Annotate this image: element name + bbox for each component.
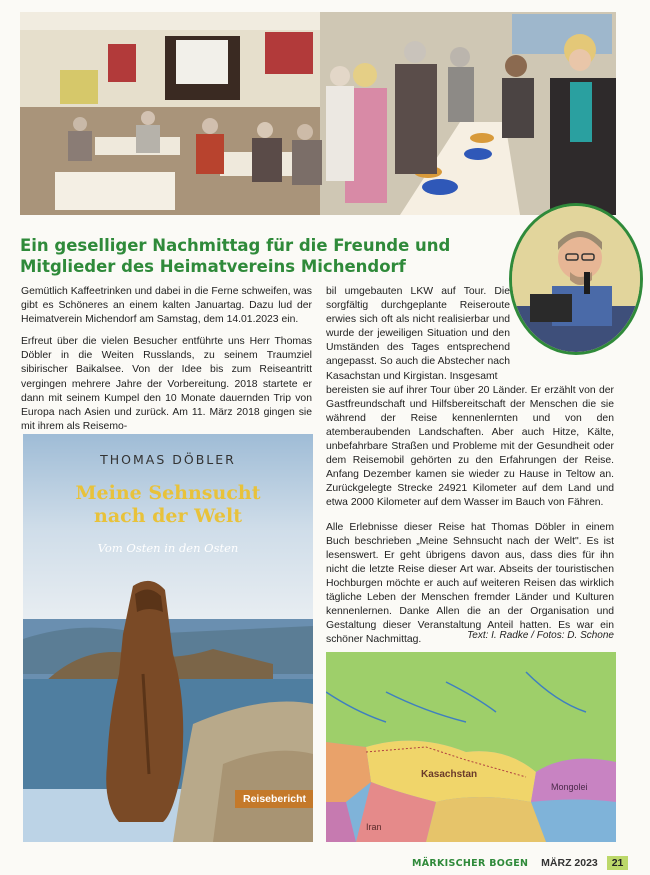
event-photo — [20, 12, 616, 215]
article-column-2 — [326, 285, 614, 655]
map-label-iran: Iran — [366, 822, 382, 832]
book-subtitle: Vom Osten in den Osten — [97, 541, 239, 555]
article-paragraph-wrap: bil umgebauten LKW auf Tour. Die sorgfältig durchgeplante Reiseroute erwies sich oft als nicht realisierbar und wurde der jeweiligen Situation und den Umständen des Tages entsprechend angepasst. So auch die Abstecher nach Kasachstan und Kirgistan. Insgesamt — [326, 286, 510, 382]
map-label-kazakhstan: Kasachstan — [421, 769, 478, 780]
book-genre-badge: Reisebericht — [235, 790, 313, 808]
photo-credit: Text: I. Radke / Fotos: D. Schone — [467, 630, 614, 641]
travel-map — [326, 652, 616, 842]
issue-date: MÄRZ 2023 — [541, 857, 598, 869]
page-footer — [412, 856, 628, 870]
article-column-1 — [21, 285, 312, 442]
book-title-line: Meine Sehnsucht — [75, 482, 261, 504]
map-label-mongolia: Mongolei — [551, 782, 588, 792]
article-paragraph: Gemütlich Kaffeetrinken und dabei in die Ferne schweifen, was gibt es Schöneres an einem kalten Januartag. Dazu lud der Heimatverein Michendorf am Samstag, dem 14.01.2023 ein. — [21, 286, 312, 326]
book-title — [23, 482, 313, 528]
article-headline: Ein geselliger Nachmittag für die Freunde und Mitglieder des Heimatvereins Michendorf — [20, 236, 451, 276]
book-cover — [23, 434, 313, 842]
page-number: 21 — [607, 856, 629, 870]
book-title-line: nach der Welt — [94, 505, 242, 527]
article-paragraph: Alle Erlebnisse dieser Reise hat Thomas Döbler in einem Buch beschrieben „Meine Sehnsucht nach der Welt". Es ist lesenswert. Er geht übrigens davon aus, dass dies für ihn nicht die letzte Reise dieser Art war. Abseits der touristischen Hochburgen möchte er auch auf weiteren Reisen das wirklich tägliche Leben der Menschen fremder Länder und Kulturen kennenlernen. Danke Allen die an der Organisation und Gestaltung dieser Veranstaltung Anteil hatten. Es war ein schöner Nachmittag. — [326, 521, 614, 646]
magazine-brand: MÄRKISCHER BOGEN — [412, 858, 529, 869]
article-paragraph: Erfreut über die vielen Besucher entführte uns Herr Thomas Döbler in die Weiten Russlands, zu seinem Traumziel sibirischer Baikalsee. Von der Idee bis zum Reiseantritt vergingen mehrere Jahre der Vorbereitung. 2018 startete er dann mit seinem Kumpel den 10 Monate dauernden Trip von Europa nach Asien und zurück. Am 11. März 2018 gingen sie mit ihrem als Reisemo- — [21, 336, 312, 432]
book-author: THOMAS DÖBLER — [100, 452, 236, 467]
article-paragraph: bereisten sie auf ihrer Tour über 20 Länder. Er erzählt von der Gastfreundschaft und Hilfsbereitschaft der Menschen die sie während der Reise kennenlernten und von den atemberaubenden Landschaften. Aber auch Hitze, Kälte, unbefahrbare Straßen und Probleme mit der Gesundheit oder dem Reisemobil gehörten zu den Erfahrungen der Reise. Anfang Dezember kamen sie wieder zu Hause in Teltow an. Zurückgelegte Strecke 24921 Kilometer auf dem Land und etwa 2000 Kilometer auf dem Wasser im Bauch von Fähren. — [326, 384, 614, 509]
